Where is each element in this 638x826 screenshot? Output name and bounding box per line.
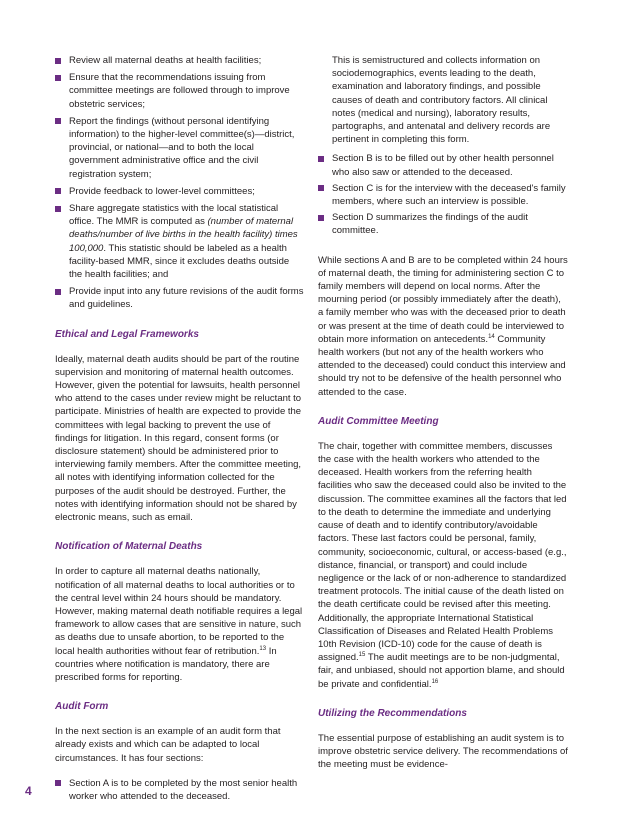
footnote-ref: 13 [259, 645, 267, 652]
bullet-square-icon [55, 289, 61, 295]
bullet-square-icon [318, 185, 324, 191]
left-column [55, 54, 305, 806]
footnote-ref: 16 [431, 678, 439, 685]
bullet-square-icon [318, 156, 324, 162]
section-heading-audit-form: Audit Form [55, 701, 109, 713]
list-item: Provide input into any future revisions of the audit forms and guidelines. [55, 285, 305, 311]
list-item: Section D summarizes the findings of the audit committee. [318, 211, 568, 237]
list-item: Provide feedback to lower-level committees; [55, 185, 305, 198]
list-item: Section C is for the interview with the deceased's family members, where such an interview is possible. [318, 182, 568, 208]
list-item: Review all maternal deaths at health facilities; [55, 54, 305, 67]
bullet-square-icon [55, 206, 61, 212]
notification-paragraph: In order to capture all maternal deaths nationally, notification of all maternal deaths to local authorities or to the central level within 24 hours should be mandatory. However, making maternal death notifiable requires a legal framework to allow cases that are sensitive in nature, such as deaths due to unsafe abortion, to be reported to the local health authorities without fear of retribution.$^{13}$ In countries where notification is mandatory, there are prescribed forms for reporting. [55, 566, 303, 683]
bullet-square-icon [55, 75, 61, 81]
bullet-square-icon [55, 58, 61, 64]
utilizing-paragraph: The essential purpose of establishing an audit system is to improve obstetric service delivery. The recommendations of the meeting must be evidence- [318, 732, 568, 771]
section-heading-ethical: Ethical and Legal Frameworks [55, 328, 199, 340]
audit-form-paragraph: In the next section is an example of an audit form that already exists and which can be adapted to local circumstances. It has four sections: [55, 726, 281, 764]
footnote-ref: 14 [488, 333, 495, 340]
list-item: Report the findings (without personal identifying information) to the higher-level committee(s)—district, provincial, or national—and to both the local government administrative office and the civil registration system; [55, 115, 305, 181]
section-heading-utilizing: Utilizing the Recommendations [318, 707, 467, 719]
section-heading-notification: Notification of Maternal Deaths [55, 541, 203, 553]
ethical-paragraph: Ideally, maternal death audits should be part of the routine supervision and monitoring of maternal health outcomes. However, given the potential for lawsuits, health personnel who attend to the cases under review might be reluctant to participate. Ministries of health are expected to provide the committees with legal backing to prevent the use of findings for litigation. In this regard, consent forms (or disclosure statement) should be administered prior to interviewing family members. After the committee meeting, all notes with identifying information collected for the purposes of the audit should be destroyed. Further, the notes with identifying information should not be shared by electronic means, such as email. [55, 353, 302, 524]
timing-paragraph: While sections A and B are to be completed within 24 hours of maternal death, the timing for administering section C to family members will depend on local norms. After the mourning period (or possibly immediately after the death), a family member who was with the deceased prior to death or was present at the time of death could be interviewed to obtain more information on antecedents.$^{14}$ Community health workers (but not any of the health workers who attended to the deceased) could conduct this interview and should try not to be defensive of the health personnel who attended to the case. [318, 254, 568, 398]
list-item: Section B is to be filled out by other health personnel who also saw or attended to the deceased. [318, 152, 568, 178]
list-item-mmr: Share aggregate statistics with the local statistical office. The MMR is computed as (number of maternal deaths/number of live births in the health facility) times 100,000. This statistic should be labeled as a health facility-based MMR, since it excludes deaths outside the health facilities; and [55, 202, 305, 281]
page-number: 4 [25, 784, 32, 798]
section-a-continuation: This is semistructured and collects information on sociodemographics, events leading to the death, examination and laboratory findings, and possible causes of death and contributory factors. All clinical notes (medical and nursing), laboratory results, partographs, and antenatal and delivery records are pertinent in completing this form. [332, 55, 551, 146]
list-item: Ensure that the recommendations issuing from committee meetings are followed through to improve obstetric services; [55, 71, 305, 111]
list-item-section-a: Section A is to be completed by the most senior health worker who attended to the deceased. [55, 777, 305, 803]
right-column [318, 54, 568, 783]
bullet-square-icon [55, 118, 61, 124]
section-heading-meeting: Audit Committee Meeting [318, 415, 439, 427]
footnote-ref: 15 [358, 651, 366, 658]
meeting-paragraph: The chair, together with committee members, discusses the case with the health workers who attended to the deceased. Health workers from the referring health facilities who saw the deceased could also be invited to the discussion. The committee examines all the factors that led to the death to determine the immediate and underlying cause of death and to identify contributory/avoidable factors. These last factors could be personal, family, community, socioeconomic, cultural, or access-based (e.g., distance, financial, or transport) and could include negligence or the lack of or non-adherence to standardized treatment protocols. The initial cause of the death listed on the death certificate could be revised after this meeting. Additionally, the appropriate International Statistical Classification of Diseases and Related Health Problems 10th Revision (ICD-10) code for the cause of death is assigned.$^{15}$ The audit meetings are to be non-judgmental, fair, and unbiased, should not apportion blame, and should be private and confidential.$^{16}$ [318, 440, 567, 690]
bullet-square-icon [318, 215, 324, 221]
bullet-square-icon [55, 780, 61, 786]
bullet-square-icon [55, 188, 61, 194]
